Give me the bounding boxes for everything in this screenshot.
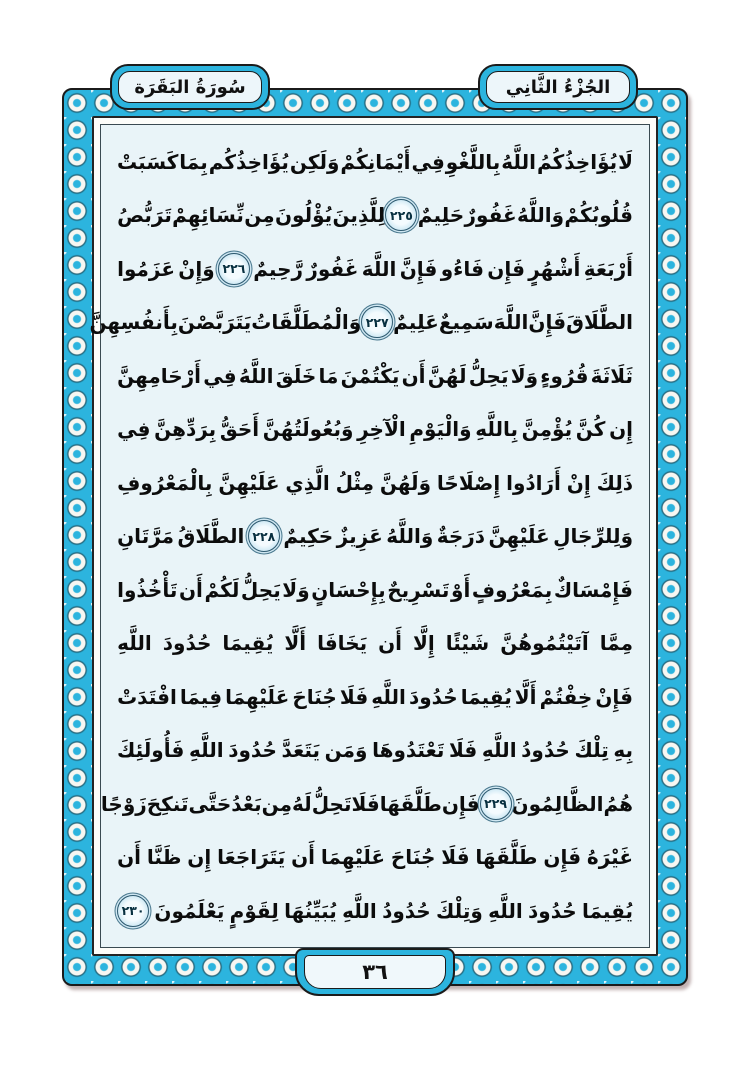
word: أَن xyxy=(378,631,403,655)
word: حَتَّى xyxy=(188,791,232,816)
word: اللَّهِ xyxy=(117,631,152,655)
word: طَلَّقَهَا xyxy=(475,845,538,869)
word: يُقِيمَا xyxy=(582,898,633,923)
word: اللَّهَ xyxy=(361,256,397,281)
word: إِلَّا xyxy=(413,631,435,655)
page-number: ٣٦ xyxy=(304,955,446,989)
word: إِنْ xyxy=(566,470,591,495)
word: خِفْتُمْ xyxy=(539,684,593,709)
word: إِن xyxy=(187,845,212,869)
word: يَحِلُّ xyxy=(240,577,281,602)
word: فَلَا xyxy=(351,791,380,816)
quran-line xyxy=(117,403,633,456)
word: يَتَرَاجَعَا xyxy=(217,845,286,869)
word: بِهِ xyxy=(613,738,633,762)
word: زَوْجًا xyxy=(100,791,147,816)
word: قُرُوءٍ xyxy=(540,363,589,388)
word: هُمُ xyxy=(603,791,633,816)
quran-line xyxy=(117,617,633,670)
word: بِاللَّهِ xyxy=(475,417,519,441)
word: أَن xyxy=(291,845,316,869)
word: وَلَا xyxy=(510,363,539,388)
word: افْتَدَتْ xyxy=(117,684,177,709)
ayah-end-marker: ٢٢٧ xyxy=(361,306,393,338)
inner-margin xyxy=(89,116,658,956)
word: حُدُودَ xyxy=(408,684,458,709)
word: عَزِيزٌ xyxy=(336,524,383,548)
word: الظَّالِمُونَ xyxy=(511,791,604,816)
word: لَهُ xyxy=(292,791,312,816)
ayah-end-marker: ٢٢٦ xyxy=(218,253,250,285)
word: عَزَمُوا xyxy=(117,256,175,281)
page-number-tab xyxy=(295,948,455,996)
quran-line xyxy=(117,456,633,509)
word: اللَّهُ xyxy=(501,149,536,174)
word: فَاءُو xyxy=(440,256,484,281)
word: فَأُولَئِكَ xyxy=(117,738,185,762)
word: أَرْحَامِهِنَّ xyxy=(117,363,202,388)
quran-line xyxy=(117,670,633,723)
word: سَمِيعٌ xyxy=(438,310,494,334)
word: بِالْمَعْرُوفِ xyxy=(117,470,213,495)
word: حُدُودَ xyxy=(228,738,277,762)
quran-line xyxy=(100,777,633,830)
word: لِقَوْمٍ xyxy=(229,898,279,923)
word: عَلَيْهِنَّ xyxy=(218,470,280,495)
quran-text-lines xyxy=(89,135,633,937)
word: اللَّهِ xyxy=(481,738,517,762)
word: لَا xyxy=(618,149,633,174)
word: تَأْخُذُوا xyxy=(117,577,178,602)
text-panel xyxy=(89,124,650,948)
word: تَحِلُّ xyxy=(311,791,352,816)
word: قُلُوبُكُمْ xyxy=(564,203,633,227)
word: يَتَرَبَّصْنَ xyxy=(177,310,252,334)
word: طَلَّقَهَا xyxy=(379,791,442,816)
surah-name-cartouche xyxy=(110,64,270,110)
word: غَفُورٌ xyxy=(464,203,517,227)
word: وَمَن xyxy=(324,738,368,762)
word: مِمَّا xyxy=(599,631,633,655)
word: مِثْلُ xyxy=(335,470,374,495)
word: الْآخِرِ xyxy=(357,417,406,441)
word: يُبَيِّنُهَا xyxy=(284,898,337,923)
word: بِإِحْسَانٍ xyxy=(311,577,386,602)
word: أَن xyxy=(178,577,203,602)
word: تَنكِحَ xyxy=(146,791,189,816)
quran-line xyxy=(117,563,633,616)
quran-line xyxy=(117,724,633,777)
ayah-end-marker: ٢٢٩ xyxy=(480,788,512,820)
juz-cartouche xyxy=(478,64,638,110)
word: فَإِنْ xyxy=(595,684,633,709)
word: وَلَهُنَّ xyxy=(379,470,432,495)
word: فَإِنَّ xyxy=(399,256,438,281)
word: فَإِن xyxy=(487,256,525,281)
word: كُنَّ xyxy=(575,417,606,441)
word: فَإِن xyxy=(543,845,582,869)
word: وَبُعُولَتُهُنَّ xyxy=(262,417,354,441)
quran-line xyxy=(117,831,633,884)
word: اللَّهِ xyxy=(488,898,523,923)
word: فِيمَا xyxy=(179,684,223,709)
word: يَحِلُّ xyxy=(468,363,509,388)
word: فِي xyxy=(203,363,237,388)
word: حَكِيمٌ xyxy=(283,524,334,548)
word: لِلَّذِينَ xyxy=(332,203,386,227)
word: يَخَافَا xyxy=(317,631,368,655)
word: أَن xyxy=(401,363,426,388)
word: يُقِيمَا xyxy=(460,684,512,709)
word: أَشْهُرٍ xyxy=(528,256,581,281)
word: وَاللَّهُ xyxy=(516,203,565,227)
word: تَرَبُّصُ xyxy=(117,203,172,227)
word: عَلَيْهِمَا xyxy=(225,684,290,709)
word: بِأَنفُسِهِنَّ xyxy=(89,310,178,334)
word: فَلَا xyxy=(449,738,478,762)
word: أَلَّا xyxy=(514,684,537,709)
word: آتَيْتُمُوهُنَّ xyxy=(500,631,589,655)
word: حُدُودَ xyxy=(528,898,577,923)
word: مِن xyxy=(261,791,293,816)
word: أَرْبَعَةِ xyxy=(583,256,633,281)
word: اللَّهَ xyxy=(493,310,529,334)
word: تِلْكَ xyxy=(574,738,609,762)
word: أَن xyxy=(117,845,142,869)
word: عَلَيْهِنَّ xyxy=(488,524,550,548)
juz-label: الجُزْءُ الثَّانِي xyxy=(486,71,630,103)
word: وَلَكِن xyxy=(289,149,340,174)
word: وَالْيَوْمِ xyxy=(409,417,472,441)
word: وَتِلْكَ xyxy=(436,898,483,923)
ornamental-border-frame xyxy=(62,88,688,986)
surah-name-label: سُورَةُ البَقَرَة xyxy=(118,71,262,103)
word: أَوْ xyxy=(451,577,471,602)
word: خَلَقَ xyxy=(275,363,317,388)
word: فَإِمْسَاكٌ xyxy=(553,577,633,602)
word: وَلِلرِّجَالِ xyxy=(553,524,633,548)
word: أَلَّا xyxy=(284,631,307,655)
quran-line xyxy=(117,349,633,402)
word: يُؤَاخِذُكُمُ xyxy=(536,149,618,174)
word: ظَنَّا xyxy=(146,845,182,869)
word: لَهُنَّ xyxy=(427,363,467,388)
word: جُنَاحَ xyxy=(390,845,436,869)
word: لَكُمْ xyxy=(204,577,240,602)
word: ثَلَاثَةَ xyxy=(590,363,633,388)
word: يُقِيمَا xyxy=(222,631,274,655)
word: وَاللَّهُ xyxy=(386,524,434,548)
word: فَإِنَّ xyxy=(528,310,567,334)
word: بِاللَّغْوِ xyxy=(445,149,501,174)
word: تَعْتَدُوهَا xyxy=(372,738,445,762)
word: دَرَجَةٌ xyxy=(436,524,486,548)
word: أَيْمَانِكُمْ xyxy=(340,149,411,174)
word: يُؤْمِنَّ xyxy=(521,417,573,441)
word: كَسَبَتْ xyxy=(117,149,179,174)
word: فَلَا xyxy=(441,845,470,869)
word: إِصْلَاحًا xyxy=(436,470,501,495)
word: حُدُودُ xyxy=(382,898,431,923)
word: مِن xyxy=(244,203,275,227)
word: فِي xyxy=(411,149,445,174)
word: الَّذِي xyxy=(285,470,330,495)
word: الطَّلَاقُ xyxy=(177,524,245,548)
quran-line xyxy=(117,884,633,937)
word: رَّحِيمٌ xyxy=(253,256,304,281)
word: عَلَيْهِمَا xyxy=(320,845,386,869)
quran-line xyxy=(117,510,633,563)
word: وَلَا xyxy=(282,577,310,602)
word: مَرَّتَانِ xyxy=(117,524,175,548)
word: أَرَادُوا xyxy=(506,470,561,495)
word: وَإِنْ xyxy=(178,256,215,281)
word: اللَّهُ xyxy=(238,363,274,388)
quran-line xyxy=(117,189,633,242)
word: يُؤْلُونَ xyxy=(274,203,333,227)
word: فَلَا xyxy=(339,684,369,709)
word: بِرَدِّهِنَّ xyxy=(154,417,217,441)
word: حَلِيمٌ xyxy=(417,203,465,227)
word: نِّسَائِهِمْ xyxy=(172,203,244,227)
word: اللَّهِ xyxy=(371,684,406,709)
word: أَحَقُّ xyxy=(219,417,260,441)
word: حُدُودَ xyxy=(162,631,212,655)
word: بِمَا xyxy=(179,149,208,174)
word: فِي xyxy=(117,417,151,441)
ayah-end-marker: ٢٢٥ xyxy=(385,199,417,231)
word: بَعْدُ xyxy=(231,791,262,816)
word: غَفُورٌ xyxy=(306,256,359,281)
word: فَإِن xyxy=(441,791,480,816)
quran-line xyxy=(117,242,633,295)
word: غَيْرَهُ xyxy=(586,845,633,869)
word: يُؤَاخِذُكُم xyxy=(208,149,289,174)
word: يَتَعَدَّ xyxy=(281,738,321,762)
word: شَيْئًا xyxy=(445,631,490,655)
word: مَا xyxy=(318,363,339,388)
word: جُنَاحَ xyxy=(292,684,337,709)
word: الطَّلَاقَ xyxy=(566,310,633,334)
ayah-end-marker: ٢٢٨ xyxy=(248,520,280,552)
word: ذَلِكَ xyxy=(596,470,633,495)
word: يَعْلَمُونَ xyxy=(154,898,225,923)
word: حُدُودُ xyxy=(521,738,570,762)
word: اللَّهِ xyxy=(342,898,377,923)
word: بِمَعْرُوفٍ xyxy=(471,577,553,602)
word: عَلِيمٌ xyxy=(393,310,439,334)
word: اللَّهِ xyxy=(188,738,224,762)
word: وَالْمُطَلَّقَاتُ xyxy=(251,310,362,334)
quran-line xyxy=(89,296,633,349)
word: يَكْتُمْنَ xyxy=(340,363,400,388)
quran-line xyxy=(117,135,633,188)
ayah-end-marker: ٢٣٠ xyxy=(117,895,149,927)
word: تَسْرِيحٌ xyxy=(387,577,450,602)
word: إِن xyxy=(609,417,633,441)
